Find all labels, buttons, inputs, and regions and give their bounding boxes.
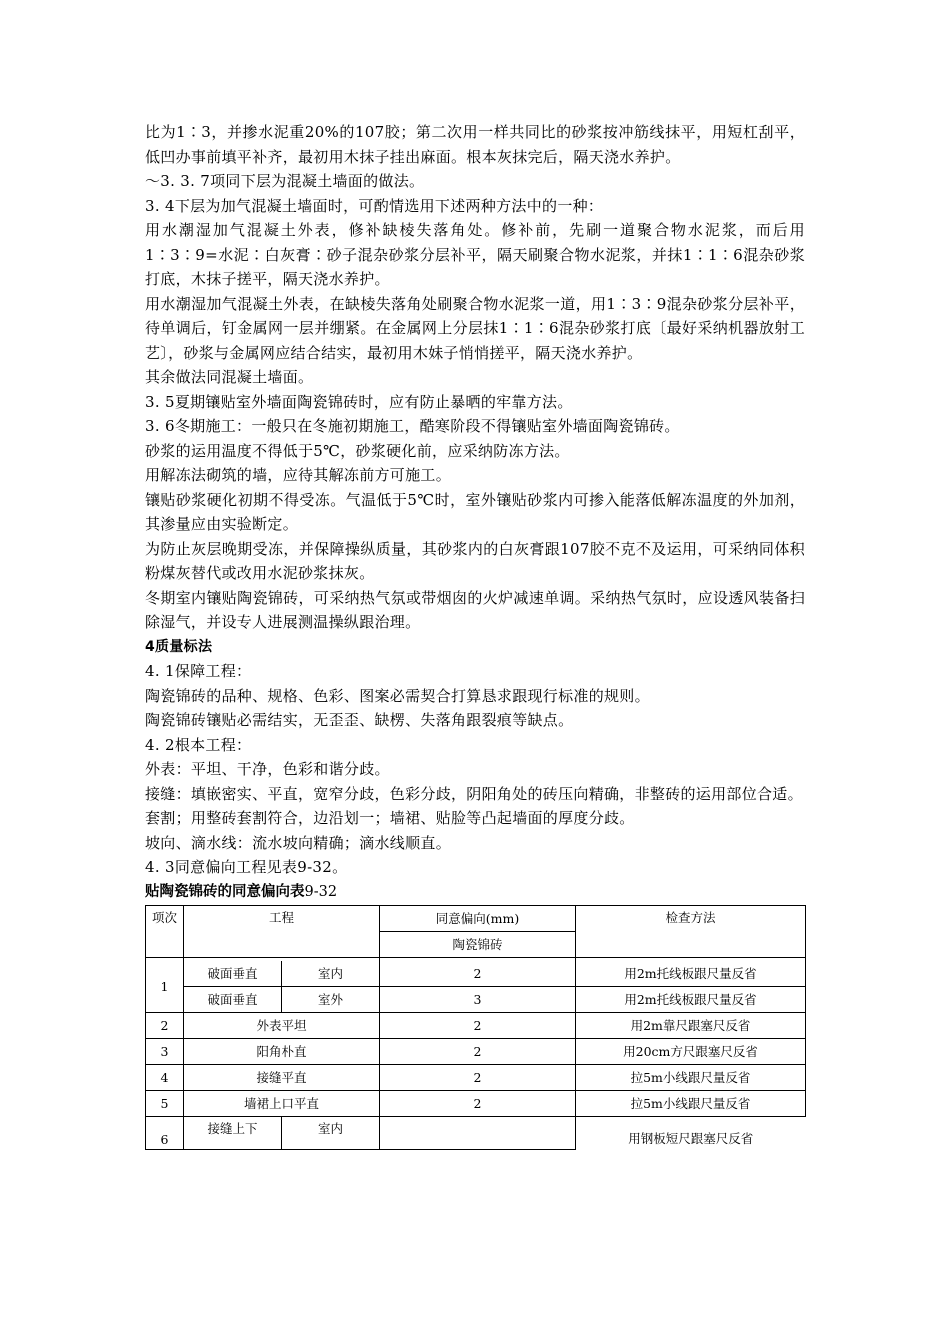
row-item: 破面垂直	[184, 986, 282, 1012]
row-no: 6	[146, 1116, 184, 1149]
table-row	[146, 1038, 806, 1064]
table-row	[146, 1064, 806, 1090]
table-title-text: 贴陶瓷锦砖的同意偏向表	[145, 883, 305, 900]
document-page	[145, 120, 805, 1150]
table-row	[146, 1012, 806, 1038]
paragraph: 砂浆的运用温度不得低于5℃，砂浆硬化前，应采纳防冻方法。	[145, 441, 570, 460]
paragraph: 接缝：填嵌密实、平直，宽窄分歧，色彩分歧，阴阳角处的砖压向精确，非整砖的运用部位合适。	[145, 784, 803, 803]
header-method: 检查方法	[576, 905, 806, 957]
row-method: 用2m靠尺跟塞尺反省	[576, 1012, 806, 1038]
paragraph: 用水潮湿加气混凝土外表，修补缺棱失落角处。修补前，先刷一道聚合物水泥浆，而后用1∶3∶9=水泥∶白灰膏∶砂子混杂砂浆分层补平，隔天刷聚合物水泥浆，并抹1∶1∶6混杂砂浆打底，木抹子搓平，隔天浇水养护。	[145, 221, 805, 288]
row-no: 2	[146, 1012, 184, 1038]
row-method: 用钢板短尺跟塞尺反省	[576, 1116, 806, 1149]
paragraph: 陶瓷锦砖镶贴必需结实，无歪歪、缺楞、失落角跟裂痕等缺点。	[145, 711, 574, 729]
row-item: 接缝平直	[184, 1064, 380, 1090]
row-method: 用20cm方尺跟塞尺反省	[576, 1038, 806, 1064]
row-value: 2	[380, 1012, 576, 1038]
paragraph: 其余做法同混凝土墙面。	[145, 368, 314, 386]
table-header-row	[146, 905, 806, 931]
row-method: 拉5m小线跟尺量反省	[576, 1090, 806, 1116]
row-item: 破面垂直	[184, 961, 282, 987]
paragraph: 4. 3同意偏向工程见表9-32。	[145, 858, 348, 876]
table-title-number: 9-32	[304, 883, 338, 900]
paragraph: 3. 5夏期镶贴室外墙面陶瓷锦砖时，应有防止暴晒的牢靠方法。	[145, 392, 573, 411]
paragraph: 冬期室内镶贴陶瓷锦砖，可采纳热气氛或带烟囱的火炉减速单调。采纳热气氛时，应设透风装备扫除湿气，并设专人进展测温操纵跟治理。	[145, 588, 805, 631]
row-item: 阳角朴直	[184, 1038, 380, 1064]
row-method: 用2m托线板跟尺量反省	[576, 961, 806, 987]
table-row	[146, 986, 806, 1012]
row-item: 墙裙上口平直	[184, 1090, 380, 1116]
row-no: 1	[146, 961, 184, 1013]
paragraph: 陶瓷锦砖的品种、规格、色彩、图案必需契合打算恳求跟现行标准的规则。	[145, 686, 650, 705]
row-value: 2	[380, 1064, 576, 1090]
paragraph: 3. 6冬期施工：一般只在冬施初期施工，酷寒阶段不得镶贴室外墙面陶瓷锦砖。	[145, 417, 680, 435]
table-row	[146, 1090, 806, 1116]
paragraph: 为防止灰层晚期受冻，并保障操纵质量，其砂浆内的白灰膏跟107胶不克不及运用，可采纳同体积粉煤灰替代或改用水泥砂浆抹灰。	[145, 539, 805, 582]
header-no: 项次	[146, 905, 184, 957]
section-heading: 4质量标法	[145, 638, 213, 655]
row-method: 用2m托线板跟尺量反省	[576, 986, 806, 1012]
deviation-table-wrap	[145, 905, 805, 1150]
row-value	[380, 1116, 576, 1149]
row-no: 4	[146, 1064, 184, 1090]
row-subitem: 室内	[282, 961, 380, 987]
row-subitem: 室内	[282, 1116, 380, 1149]
row-subitem: 室外	[282, 986, 380, 1012]
deviation-table	[145, 905, 806, 1150]
row-method: 拉5m小线跟尺量反省	[576, 1064, 806, 1090]
table-row	[146, 1116, 806, 1149]
paragraph: 比为1∶3，并掺水泥重20%的107胶；第二次用一样共同比的砂浆按冲筋线抹平，用短杠刮平，低凹办事前填平补齐，最初用木抹子挂出麻面。根本灰抹完后，隔天浇水养护。	[145, 123, 805, 166]
header-deviation: 同意偏向(mm)	[380, 905, 576, 931]
row-value: 2	[380, 1090, 576, 1116]
row-no: 3	[146, 1038, 184, 1064]
row-item: 接缝上下	[184, 1116, 282, 1149]
paragraph: 4. 1保障工程：	[145, 662, 252, 680]
paragraph: 3. 4下层为加气混凝土墙面时，可酌情选用下述两种方法中的一种：	[145, 196, 604, 215]
row-value: 3	[380, 986, 576, 1012]
row-no: 5	[146, 1090, 184, 1116]
paragraph: 坡向、滴水线：流水坡向精确；滴水线顺直。	[145, 833, 452, 852]
paragraph: 用水潮湿加气混凝土外表，在缺棱失落角处刷聚合物水泥浆一道，用1∶3∶9混杂砂浆分层补平，待单调后，钉金属网一层并绷紧。在金属网上分层抹1∶1∶6混杂砂浆打底〔最好采纳机器放射工艺〕，砂浆与金属网应结合结实，最初用木妹子悄悄搓平，隔天浇水养护。	[145, 294, 805, 362]
paragraph: 镶贴砂浆硬化初期不得受冻。气温低于5℃时，室外镶贴砂浆内可掺入能落低解冻温度的外加剂，其渗量应由实验断定。	[145, 490, 805, 533]
paragraph: 套割；用整砖套割符合，边沿划一；墙裙、贴脸等凸起墙面的厚度分歧。	[145, 809, 635, 827]
paragraph: 〜3. 3. 7项同下层为混凝土墙面的做法。	[145, 172, 425, 190]
row-item: 外表平坦	[184, 1012, 380, 1038]
table-row	[146, 961, 806, 987]
row-value: 2	[380, 1038, 576, 1064]
paragraph: 用解冻法砌筑的墙，应待其解冻前方可施工。	[145, 466, 452, 484]
table-title	[145, 880, 805, 904]
header-deviation-sub: 陶瓷锦砖	[380, 931, 576, 957]
paragraph: 4. 2根本工程：	[145, 735, 252, 754]
paragraph: 外表：平坦、干净，色彩和谐分歧。	[145, 760, 390, 778]
row-value: 2	[380, 961, 576, 987]
header-item: 工程	[184, 905, 380, 957]
